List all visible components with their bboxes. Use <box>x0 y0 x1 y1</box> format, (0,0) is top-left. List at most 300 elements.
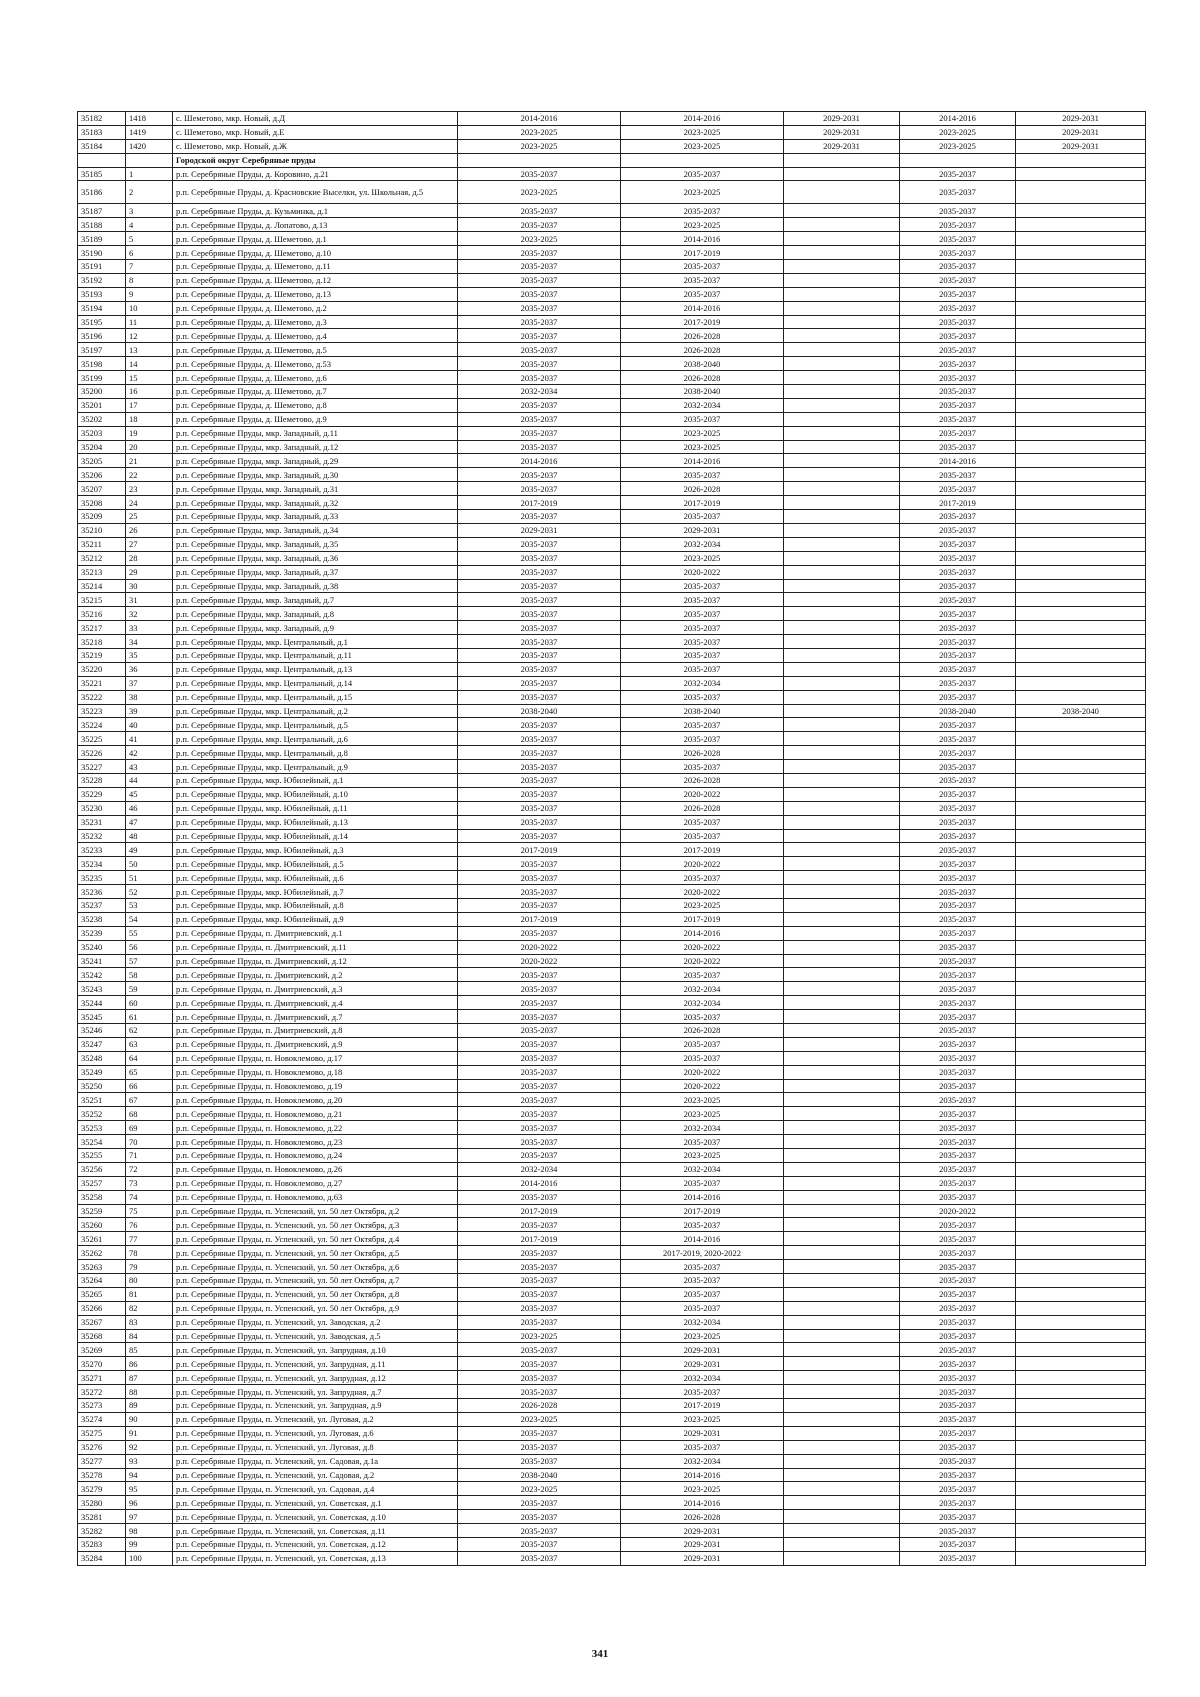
cell-period-4: 2035-2037 <box>900 357 1016 371</box>
cell-period-5 <box>1016 1065 1146 1079</box>
cell-period-1: 2035-2037 <box>458 787 621 801</box>
cell-period-1: 2035-2037 <box>458 1301 621 1315</box>
cell-id: 35189 <box>78 232 126 246</box>
cell-id: 35271 <box>78 1371 126 1385</box>
cell-period-3 <box>784 454 900 468</box>
cell-number: 42 <box>126 746 173 760</box>
cell-period-4: 2035-2037 <box>900 648 1016 662</box>
cell-period-3: 2029-2031 <box>784 112 900 126</box>
cell-period-3 <box>784 968 900 982</box>
cell-period-3 <box>784 204 900 218</box>
cell-period-5 <box>1016 1454 1146 1468</box>
cell-period-3 <box>784 926 900 940</box>
cell-address: р.п. Серебряные Пруды, п. Успенский, ул. 50 лет Октября, д.8 <box>173 1287 458 1301</box>
cell-address: р.п. Серебряные Пруды, мкр. Западный, д.30 <box>173 468 458 482</box>
table-row <box>78 857 1146 871</box>
cell-period-5 <box>1016 607 1146 621</box>
table-row <box>78 607 1146 621</box>
cell-number: 72 <box>126 1162 173 1176</box>
cell-number: 98 <box>126 1524 173 1538</box>
cell-period-5 <box>1016 1287 1146 1301</box>
cell-period-5 <box>1016 1468 1146 1482</box>
cell-period-3 <box>784 1496 900 1510</box>
cell-number: 75 <box>126 1204 173 1218</box>
cell-period-2: 2035-2037 <box>621 815 784 829</box>
table-row <box>78 996 1146 1010</box>
cell-period-2: 2035-2037 <box>621 621 784 635</box>
table-row <box>78 1287 1146 1301</box>
table-row <box>78 398 1146 412</box>
cell-period-5 <box>1016 1551 1146 1565</box>
cell-period-2: 2032-2034 <box>621 1121 784 1135</box>
cell-period-4: 2035-2037 <box>900 1287 1016 1301</box>
cell-number: 6 <box>126 246 173 260</box>
table-row <box>78 871 1146 885</box>
cell-number: 37 <box>126 676 173 690</box>
table-row <box>78 829 1146 843</box>
cell-address: р.п. Серебряные Пруды, мкр. Западный, д.35 <box>173 537 458 551</box>
cell-period-1: 2035-2037 <box>458 1135 621 1149</box>
cell-period-3 <box>784 551 900 565</box>
table-row <box>78 1301 1146 1315</box>
cell-period-5 <box>1016 1260 1146 1274</box>
cell-period-3 <box>784 579 900 593</box>
cell-period-3 <box>784 648 900 662</box>
cell-period-3 <box>784 1524 900 1538</box>
cell-period-2: 2032-2034 <box>621 1454 784 1468</box>
cell-number: 81 <box>126 1287 173 1301</box>
cell-period-3 <box>784 1065 900 1079</box>
cell-period-5 <box>1016 537 1146 551</box>
cell-id: 35258 <box>78 1190 126 1204</box>
cell-period-3 <box>784 1176 900 1190</box>
cell-number: 7 <box>126 260 173 274</box>
cell-number: 26 <box>126 523 173 537</box>
cell-period-4: 2035-2037 <box>900 1510 1016 1524</box>
cell-number: 8 <box>126 273 173 287</box>
cell-id: 35191 <box>78 260 126 274</box>
cell-address: р.п. Серебряные Пруды, п. Дмитриевский, д.4 <box>173 996 458 1010</box>
cell-id: 35192 <box>78 273 126 287</box>
cell-id: 35269 <box>78 1343 126 1357</box>
cell-number: 27 <box>126 537 173 551</box>
cell-period-2: 2029-2031 <box>621 523 784 537</box>
cell-id: 35234 <box>78 857 126 871</box>
table-row <box>78 1024 1146 1038</box>
cell-address: р.п. Серебряные Пруды, п. Успенский, ул. Садовая, д.2 <box>173 1468 458 1482</box>
cell-id: 35235 <box>78 871 126 885</box>
cell-period-5 <box>1016 885 1146 899</box>
cell-period-4: 2035-2037 <box>900 635 1016 649</box>
cell-number: 14 <box>126 357 173 371</box>
cell-period-2: 2035-2037 <box>621 579 784 593</box>
cell-address: р.п. Серебряные Пруды, п. Успенский, ул. Советская, д.1 <box>173 1496 458 1510</box>
cell-period-1: 2029-2031 <box>458 523 621 537</box>
cell-period-1: 2035-2037 <box>458 676 621 690</box>
cell-id: 35187 <box>78 204 126 218</box>
cell-period-5 <box>1016 1135 1146 1149</box>
cell-number: 99 <box>126 1537 173 1551</box>
table-row <box>78 662 1146 676</box>
section-header-empty <box>621 153 784 167</box>
section-header-empty <box>900 153 1016 167</box>
cell-period-3 <box>784 357 900 371</box>
cell-period-2: 2026-2028 <box>621 482 784 496</box>
cell-number: 32 <box>126 607 173 621</box>
cell-period-2: 2017-2019, 2020-2022 <box>621 1246 784 1260</box>
cell-period-4: 2035-2037 <box>900 167 1016 181</box>
cell-period-1: 2035-2037 <box>458 246 621 260</box>
cell-id: 35218 <box>78 635 126 649</box>
cell-address: р.п. Серебряные Пруды, п. Успенский, ул. 50 лет Октября, д.2 <box>173 1204 458 1218</box>
schedule-table <box>77 111 1146 1566</box>
cell-period-2: 2023-2025 <box>621 1149 784 1163</box>
cell-address: р.п. Серебряные Пруды, мкр. Юбилейный, д.6 <box>173 871 458 885</box>
cell-period-5 <box>1016 1121 1146 1135</box>
cell-period-4: 2035-2037 <box>900 746 1016 760</box>
cell-number: 18 <box>126 412 173 426</box>
table-row <box>78 1385 1146 1399</box>
cell-period-2: 2035-2037 <box>621 1218 784 1232</box>
cell-period-1: 2035-2037 <box>458 440 621 454</box>
cell-period-4: 2035-2037 <box>900 843 1016 857</box>
cell-period-4: 2035-2037 <box>900 246 1016 260</box>
cell-period-4: 2035-2037 <box>900 801 1016 815</box>
cell-period-3 <box>784 760 900 774</box>
cell-period-3 <box>784 315 900 329</box>
cell-id: 35211 <box>78 537 126 551</box>
cell-number: 51 <box>126 871 173 885</box>
cell-period-2: 2035-2037 <box>621 204 784 218</box>
cell-number: 41 <box>126 732 173 746</box>
table-row <box>78 1135 1146 1149</box>
cell-period-5 <box>1016 398 1146 412</box>
cell-period-4: 2035-2037 <box>900 815 1016 829</box>
cell-period-2: 2017-2019 <box>621 246 784 260</box>
cell-period-3 <box>784 1412 900 1426</box>
cell-id: 35244 <box>78 996 126 1010</box>
cell-address: р.п. Серебряные Пруды, мкр. Центральный, д.13 <box>173 662 458 676</box>
table-row <box>78 621 1146 635</box>
cell-period-3 <box>784 1149 900 1163</box>
cell-period-4: 2035-2037 <box>900 1246 1016 1260</box>
cell-id: 35248 <box>78 1051 126 1065</box>
cell-period-2: 2035-2037 <box>621 412 784 426</box>
cell-period-2: 2029-2031 <box>621 1551 784 1565</box>
cell-period-5 <box>1016 496 1146 510</box>
table-row <box>78 204 1146 218</box>
cell-period-5 <box>1016 1051 1146 1065</box>
cell-period-4: 2035-2037 <box>900 260 1016 274</box>
cell-period-2: 2014-2016 <box>621 454 784 468</box>
cell-period-1: 2038-2040 <box>458 704 621 718</box>
table-row <box>78 565 1146 579</box>
cell-period-2: 2035-2037 <box>621 593 784 607</box>
cell-period-4: 2038-2040 <box>900 704 1016 718</box>
cell-period-2: 2017-2019 <box>621 912 784 926</box>
cell-address: р.п. Серебряные Пруды, п. Дмитриевский, д.9 <box>173 1037 458 1051</box>
cell-period-5 <box>1016 167 1146 181</box>
cell-address: р.п. Серебряные Пруды, п. Успенский, ул. 50 лет Октября, д.3 <box>173 1218 458 1232</box>
cell-period-5 <box>1016 1010 1146 1024</box>
cell-id: 35260 <box>78 1218 126 1232</box>
cell-address: р.п. Серебряные Пруды, мкр. Западный, д.33 <box>173 510 458 524</box>
cell-period-4: 2035-2037 <box>900 343 1016 357</box>
cell-period-1: 2014-2016 <box>458 112 621 126</box>
cell-period-3 <box>784 898 900 912</box>
cell-period-1: 2035-2037 <box>458 412 621 426</box>
cell-number: 22 <box>126 468 173 482</box>
cell-id: 35241 <box>78 954 126 968</box>
cell-number: 58 <box>126 968 173 982</box>
cell-number: 20 <box>126 440 173 454</box>
cell-period-3 <box>784 982 900 996</box>
cell-address: р.п. Серебряные Пруды, п. Успенский, ул. Луговая, д.8 <box>173 1440 458 1454</box>
cell-period-4: 2035-2037 <box>900 1524 1016 1538</box>
cell-id: 35197 <box>78 343 126 357</box>
cell-period-4: 2035-2037 <box>900 1093 1016 1107</box>
cell-id: 35228 <box>78 773 126 787</box>
cell-period-2: 2035-2037 <box>621 1135 784 1149</box>
cell-period-4: 2035-2037 <box>900 857 1016 871</box>
cell-address: р.п. Серебряные Пруды, мкр. Юбилейный, д.14 <box>173 829 458 843</box>
cell-id: 35240 <box>78 940 126 954</box>
cell-address: р.п. Серебряные Пруды, п. Новоклемово, д.26 <box>173 1162 458 1176</box>
cell-number: 45 <box>126 787 173 801</box>
cell-period-4: 2035-2037 <box>900 885 1016 899</box>
cell-period-1: 2035-2037 <box>458 1107 621 1121</box>
cell-period-2: 2014-2016 <box>621 232 784 246</box>
cell-period-3 <box>784 857 900 871</box>
cell-period-3 <box>784 232 900 246</box>
cell-id: 35246 <box>78 1024 126 1038</box>
cell-period-4: 2035-2037 <box>900 1482 1016 1496</box>
cell-id: 35209 <box>78 510 126 524</box>
cell-number: 1419 <box>126 125 173 139</box>
cell-number: 55 <box>126 926 173 940</box>
cell-id: 35249 <box>78 1065 126 1079</box>
cell-number: 47 <box>126 815 173 829</box>
cell-period-5 <box>1016 1176 1146 1190</box>
table-row <box>78 746 1146 760</box>
cell-number: 87 <box>126 1371 173 1385</box>
cell-period-2: 2017-2019 <box>621 843 784 857</box>
cell-number: 1420 <box>126 139 173 153</box>
table-row <box>78 246 1146 260</box>
cell-period-4: 2035-2037 <box>900 565 1016 579</box>
cell-period-3 <box>784 885 900 899</box>
cell-period-2: 2035-2037 <box>621 167 784 181</box>
cell-period-3 <box>784 301 900 315</box>
cell-period-5: 2029-2031 <box>1016 112 1146 126</box>
cell-period-2: 2035-2037 <box>621 1385 784 1399</box>
cell-address: р.п. Серебряные Пруды, д. Шеметово, д.4 <box>173 329 458 343</box>
cell-period-5 <box>1016 690 1146 704</box>
cell-period-3 <box>784 468 900 482</box>
table-row <box>78 801 1146 815</box>
cell-period-2: 2035-2037 <box>621 1260 784 1274</box>
cell-number: 85 <box>126 1343 173 1357</box>
cell-period-2: 2023-2025 <box>621 898 784 912</box>
cell-period-1: 2035-2037 <box>458 315 621 329</box>
cell-id: 35256 <box>78 1162 126 1176</box>
cell-period-5 <box>1016 523 1146 537</box>
cell-period-3 <box>784 829 900 843</box>
cell-period-2: 2029-2031 <box>621 1524 784 1538</box>
cell-period-1: 2023-2025 <box>458 1329 621 1343</box>
cell-period-1: 2035-2037 <box>458 301 621 315</box>
table-row <box>78 181 1146 204</box>
cell-address: р.п. Серебряные Пруды, п. Успенский, ул. 50 лет Октября, д.5 <box>173 1246 458 1260</box>
cell-address: р.п. Серебряные Пруды, мкр. Западный, д.36 <box>173 551 458 565</box>
cell-period-5 <box>1016 982 1146 996</box>
cell-number: 24 <box>126 496 173 510</box>
table-row <box>78 1412 1146 1426</box>
table-row <box>78 635 1146 649</box>
cell-number: 2 <box>126 181 173 204</box>
table-row <box>78 940 1146 954</box>
table-row <box>78 1093 1146 1107</box>
cell-period-5 <box>1016 454 1146 468</box>
cell-period-4: 2035-2037 <box>900 1301 1016 1315</box>
cell-period-1: 2035-2037 <box>458 1551 621 1565</box>
cell-id: 35281 <box>78 1510 126 1524</box>
cell-address: р.п. Серебряные Пруды, п. Успенский, ул. Запрудная, д.9 <box>173 1399 458 1413</box>
cell-period-3: 2029-2031 <box>784 139 900 153</box>
cell-period-3 <box>784 690 900 704</box>
cell-period-4: 2035-2037 <box>900 1135 1016 1149</box>
cell-period-5 <box>1016 301 1146 315</box>
cell-period-5 <box>1016 1079 1146 1093</box>
cell-period-1: 2035-2037 <box>458 690 621 704</box>
cell-period-4: 2035-2037 <box>900 1385 1016 1399</box>
cell-period-5 <box>1016 371 1146 385</box>
cell-number: 49 <box>126 843 173 857</box>
table-row <box>78 1468 1146 1482</box>
cell-period-4: 2020-2022 <box>900 1204 1016 1218</box>
section-header-empty <box>126 153 173 167</box>
cell-period-4: 2023-2025 <box>900 139 1016 153</box>
cell-period-2: 2029-2031 <box>621 1343 784 1357</box>
cell-period-1: 2035-2037 <box>458 1496 621 1510</box>
cell-period-3 <box>784 593 900 607</box>
table-row <box>78 912 1146 926</box>
cell-period-5 <box>1016 1537 1146 1551</box>
cell-number: 89 <box>126 1399 173 1413</box>
cell-id: 35201 <box>78 398 126 412</box>
section-header-empty <box>458 153 621 167</box>
cell-period-5 <box>1016 426 1146 440</box>
table-row <box>78 1510 1146 1524</box>
cell-id: 35245 <box>78 1010 126 1024</box>
cell-period-5 <box>1016 1232 1146 1246</box>
cell-period-4: 2035-2037 <box>900 773 1016 787</box>
cell-period-4: 2035-2037 <box>900 412 1016 426</box>
cell-period-4: 2035-2037 <box>900 1162 1016 1176</box>
cell-id: 35226 <box>78 746 126 760</box>
cell-id: 35198 <box>78 357 126 371</box>
cell-period-1: 2035-2037 <box>458 1274 621 1288</box>
cell-period-3 <box>784 510 900 524</box>
cell-number: 9 <box>126 287 173 301</box>
cell-period-3 <box>784 1482 900 1496</box>
cell-period-3 <box>784 496 900 510</box>
cell-id: 35206 <box>78 468 126 482</box>
cell-period-3 <box>784 1301 900 1315</box>
cell-period-2: 2023-2025 <box>621 139 784 153</box>
cell-period-3 <box>784 1468 900 1482</box>
cell-period-3 <box>784 954 900 968</box>
cell-address: р.п. Серебряные Пруды, п. Новоклемово, д.22 <box>173 1121 458 1135</box>
cell-period-2: 2020-2022 <box>621 1079 784 1093</box>
cell-address: р.п. Серебряные Пруды, д. Шеметово, д.9 <box>173 412 458 426</box>
cell-period-4: 2035-2037 <box>900 1065 1016 1079</box>
cell-period-5 <box>1016 579 1146 593</box>
cell-period-2: 2023-2025 <box>621 1093 784 1107</box>
cell-period-1: 2035-2037 <box>458 898 621 912</box>
cell-period-1: 2035-2037 <box>458 579 621 593</box>
cell-number: 25 <box>126 510 173 524</box>
cell-address: р.п. Серебряные Пруды, д. Шеметово, д.13 <box>173 287 458 301</box>
cell-period-1: 2035-2037 <box>458 371 621 385</box>
cell-period-5: 2029-2031 <box>1016 139 1146 153</box>
cell-number: 12 <box>126 329 173 343</box>
cell-period-1: 2035-2037 <box>458 648 621 662</box>
cell-period-4: 2035-2037 <box>900 181 1016 204</box>
cell-period-3 <box>784 1385 900 1399</box>
cell-id: 35239 <box>78 926 126 940</box>
cell-period-1: 2035-2037 <box>458 968 621 982</box>
cell-period-1: 2017-2019 <box>458 843 621 857</box>
cell-number: 15 <box>126 371 173 385</box>
cell-period-5 <box>1016 912 1146 926</box>
table-row <box>78 676 1146 690</box>
table-row <box>78 260 1146 274</box>
cell-period-3 <box>784 246 900 260</box>
cell-number: 3 <box>126 204 173 218</box>
cell-period-2: 2026-2028 <box>621 746 784 760</box>
cell-id: 35208 <box>78 496 126 510</box>
cell-id: 35221 <box>78 676 126 690</box>
cell-period-4: 2035-2037 <box>900 1537 1016 1551</box>
cell-period-1: 2017-2019 <box>458 1204 621 1218</box>
cell-number: 61 <box>126 1010 173 1024</box>
table-row <box>78 440 1146 454</box>
cell-period-1: 2035-2037 <box>458 273 621 287</box>
cell-number: 84 <box>126 1329 173 1343</box>
cell-address: р.п. Серебряные Пруды, мкр. Западный, д.38 <box>173 579 458 593</box>
cell-period-4: 2035-2037 <box>900 1454 1016 1468</box>
cell-period-1: 2023-2025 <box>458 181 621 204</box>
cell-period-5 <box>1016 357 1146 371</box>
cell-period-5 <box>1016 857 1146 871</box>
cell-period-4: 2035-2037 <box>900 898 1016 912</box>
cell-period-3 <box>784 482 900 496</box>
cell-id: 35272 <box>78 1385 126 1399</box>
cell-period-2: 2038-2040 <box>621 704 784 718</box>
cell-address: р.п. Серебряные Пруды, п. Успенский, ул. Заводская, д.2 <box>173 1315 458 1329</box>
cell-period-5 <box>1016 718 1146 732</box>
cell-period-4: 2035-2037 <box>900 1079 1016 1093</box>
cell-id: 35265 <box>78 1287 126 1301</box>
cell-period-3 <box>784 181 900 204</box>
cell-period-1: 2035-2037 <box>458 510 621 524</box>
cell-period-2: 2035-2037 <box>621 287 784 301</box>
cell-period-1: 2035-2037 <box>458 732 621 746</box>
cell-period-3 <box>784 704 900 718</box>
cell-period-4: 2035-2037 <box>900 662 1016 676</box>
cell-period-4: 2035-2037 <box>900 1468 1016 1482</box>
